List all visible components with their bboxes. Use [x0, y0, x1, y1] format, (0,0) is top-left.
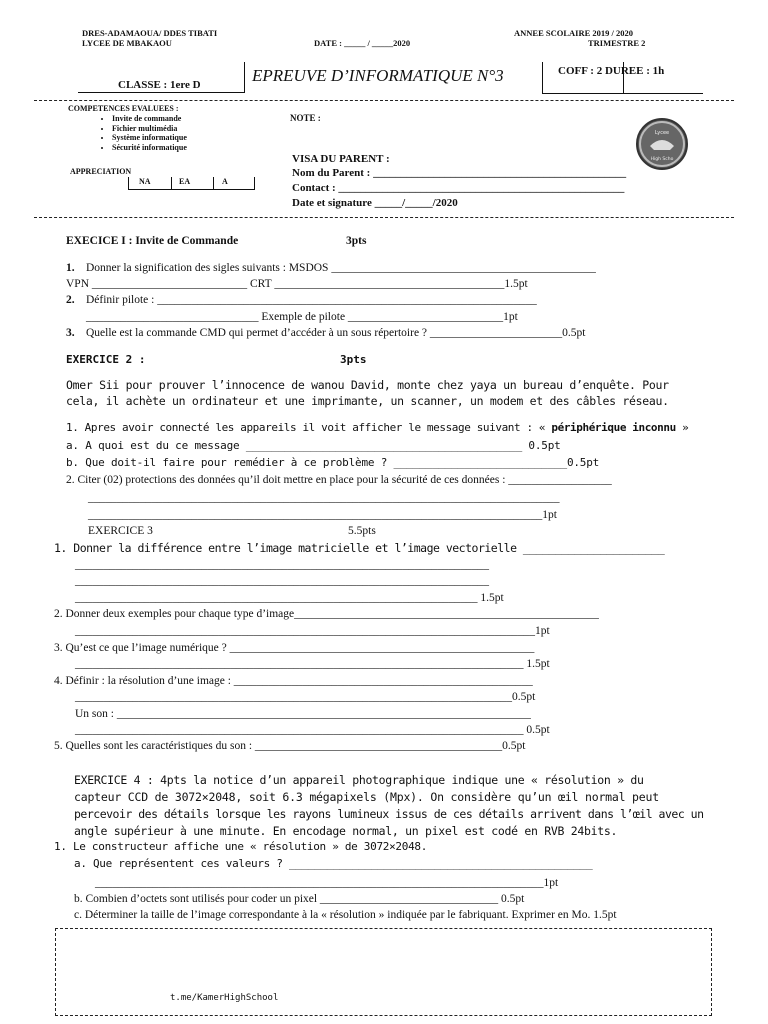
ex2-q1 [66, 421, 688, 435]
ex3-q5: 5. Quelles sont les caractéristiques du son : ___________________________________________0.5pt [54, 740, 526, 752]
ex4-l4: angle supérieur à une minute. En encodage normal, un pixel est codé en RVB 24bits. [74, 824, 618, 838]
ex3-q4-son-line: ______________________________________________________________________________ 0.5pt [75, 724, 550, 736]
ex2-p1: Omer Sii pour prouver l’innocence de wanou David, monte chez yaya un bureau d’enquête. Pour [66, 378, 669, 392]
ex3-l2: ________________________________________________________________________ [75, 575, 489, 587]
ex4-l2: capteur CCD de 3072×2048, soit 6.3 mégapixels (Mpx). On considère qu’un œil normal peut [74, 790, 659, 804]
ex1-q1b: VPN ___________________________ CRT ________________________________________1.5pt [66, 278, 528, 290]
ex2-pts: 3pts [340, 353, 367, 366]
header-date: DATE : _____ / _____2020 [314, 38, 411, 48]
ex3-pts: 5.5pts [348, 525, 376, 537]
header-left1: DRES-ADAMAOUA/ DDES TIBATI [82, 28, 218, 38]
ex1-n2: 2. [66, 294, 75, 306]
competence-item: • Système informatique [112, 133, 187, 143]
ex1-title: EXECICE I : Invite de Commande [66, 235, 239, 247]
date-signature: Date et signature _____/_____/2020 [292, 197, 458, 209]
ex2-qb: b. Que doit-il faire pour remédier à ce problème ? ___________________________0.5pt [66, 456, 600, 469]
grid-col: A [222, 177, 228, 186]
ex3-q4: 4. Définir : la résolution d’une image : ____________________________________________________ [54, 675, 533, 687]
ex3-q3-line: ______________________________________________________________________________ 1.5pt [75, 658, 550, 670]
header-left2: LYCEE DE MBAKAOU [82, 38, 172, 48]
ex1-pts: 3pts [346, 235, 367, 247]
svg-text:High Scho: High Scho [650, 157, 674, 162]
contact: Contact : ____________________________________________________ [292, 182, 625, 194]
ex2-q2-line1: __________________________________________________________________________________ [88, 492, 560, 504]
school-logo-icon [636, 118, 688, 170]
ex1-q3: Quelle est la commande CMD qui permet d’accéder à un sous répertoire ? _______________________0.5pt [86, 327, 586, 339]
competence-item: • Fichier multimédia [112, 124, 187, 134]
footer-link[interactable]: t.me/KamerHighSchool [170, 993, 279, 1003]
competences-list [82, 114, 187, 152]
ex2-q2: 2. Citer (02) protections des données qu’il doit mettre en place pour la sécurité de ces données : __________________ [66, 474, 612, 486]
ex1-n1: 1. [66, 262, 75, 274]
ex2-q1-end: » [682, 421, 689, 434]
ex3-q2-line: ________________________________________________________________________________1pt [75, 625, 550, 637]
ex4-qa-line: ______________________________________________________________________________1pt [95, 877, 559, 889]
competence-item: • Sécurité informatique [112, 143, 187, 153]
ex3-q2: 2. Donner deux exemples pour chaque type d’image_____________________________________________________ [54, 608, 599, 620]
ex3-title: EXERCICE 3 [88, 525, 153, 537]
ex4-qb: b. Combien d’octets sont utilisés pour coder un pixel _______________________________ 0.5pt [74, 893, 525, 905]
ex2-q1-bold: périphérique inconnu [551, 421, 676, 434]
ex4-q1: 1. Le constructeur affiche une « résolution » de 3072×2048. [54, 840, 428, 853]
appreciation-grid [128, 177, 255, 190]
ex4-l3: percevoir des détails lorsque les rayons lumineux issus de ces détails arrivent dans l’œil avec un [74, 807, 704, 821]
header-year: ANNEE SCOLAIRE 2019 / 2020 [514, 28, 634, 38]
header-term: TRIMESTRE 2 [588, 38, 646, 48]
grid-col: NA [139, 177, 151, 186]
note-label: NOTE : [290, 113, 321, 123]
ex3-l1: ________________________________________________________________________ [75, 559, 489, 571]
appreciation-label: APPRECIATION [70, 167, 132, 176]
ex2-qa: a. A quoi est du ce message ___________________________________________ 0.5pt [66, 439, 561, 452]
nom-parent: Nom du Parent : ______________________________________________ [292, 167, 627, 179]
page-title: EPREUVE D’INFORMATIQUE N°3 [252, 66, 504, 85]
ex3-l3: ______________________________________________________________________ 1.5pt [75, 592, 504, 604]
ex1-q1a: Donner la signification des sigles suivants : MSDOS ______________________________________________ [86, 262, 596, 274]
ex4-l1: EXERCICE 4 : 4pts la notice d’un appareil photographique indique une « résolution » du [74, 773, 644, 787]
ex2-q2-line2: _______________________________________________________________________________1pt [88, 509, 557, 521]
ex3-q4-line: ____________________________________________________________________________0.5pt [75, 691, 536, 703]
ex1-n3: 3. [66, 327, 75, 339]
ex1-q2b: ______________________________ Exemple de pilote ___________________________1pt [86, 311, 518, 323]
grid-col: EA [179, 177, 191, 186]
ex3-q1: 1. Donner la différence entre l’image matricielle et l’image vectorielle ______________________ [54, 541, 665, 555]
ex3-q4-son: Un son : ________________________________________________________________________ [75, 708, 531, 720]
footer-box [55, 928, 712, 1016]
ex2-q1-text: 1. Apres avoir connecté les appareils il voit afficher le message suivant : « [66, 421, 546, 434]
visa-label: VISA DU PARENT : [292, 153, 390, 165]
ex4-qa: a. Que représentent ces valeurs ? ________________________________________________ [74, 857, 593, 870]
ex2-title: EXERCICE 2 : [66, 353, 146, 366]
ex2-p2: cela, il achète un ordinateur et une imprimante, un scanner, un modem et des câbles réseau. [66, 394, 669, 408]
svg-text:Lycee: Lycee [654, 130, 670, 136]
divider-middle [34, 217, 734, 218]
logo-graphic [638, 120, 686, 168]
competence-item: • Invite de commande [112, 114, 187, 124]
ex1-q2a: Définir pilote : __________________________________________________________________ [86, 294, 537, 306]
ex3-q3: 3. Qu’est ce que l’image numérique ? _____________________________________________________ [54, 642, 535, 654]
classe-label: CLASSE : 1ere D [118, 79, 201, 91]
competences-label: COMPETENCES EVALUEES : [68, 104, 179, 113]
divider-top [34, 100, 734, 101]
coff-duree: COFF : 2 DUREE : 1h [558, 65, 665, 77]
ex4-qc: c. Déterminer la taille de l’image correspondante à la « résolution » indiquée par le fabriquant. Exprimer en Mo. 1.5pt [74, 909, 617, 921]
